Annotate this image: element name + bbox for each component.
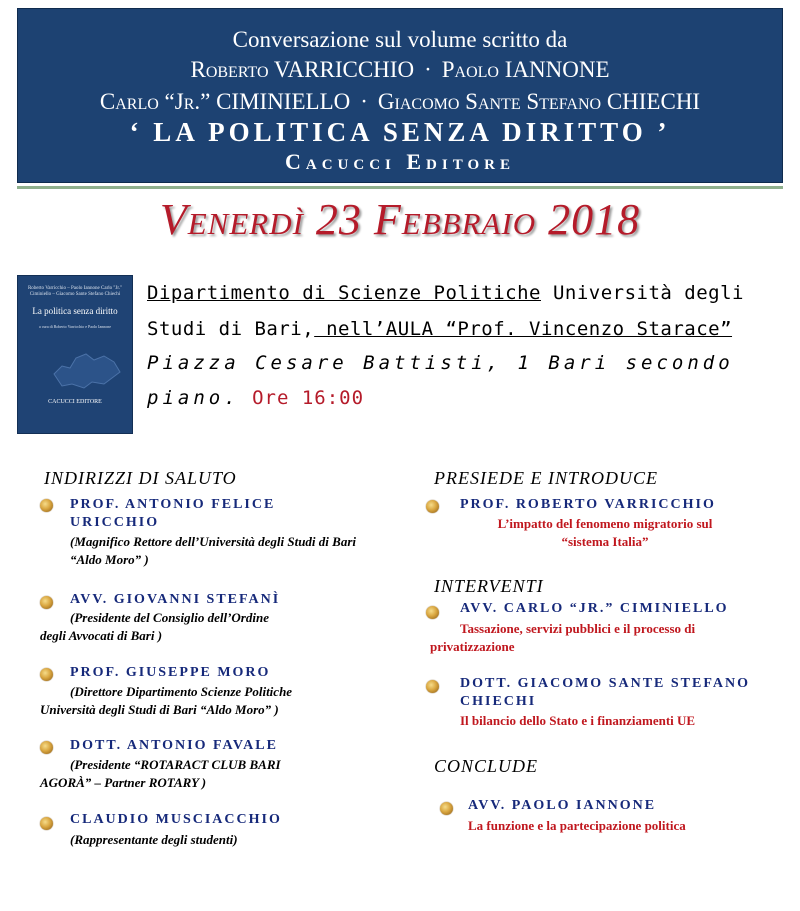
author-varricchio: Roberto VARRICCHIO bbox=[190, 57, 415, 82]
medallion-icon bbox=[426, 680, 439, 693]
speaker-role: degli Avvocati di Bari ) bbox=[40, 628, 163, 643]
speaker-name: CHIECHI bbox=[460, 694, 537, 709]
cover-subtitle: a cura di Roberto Varricchio e Paolo Iannone bbox=[38, 324, 111, 329]
medallion-icon bbox=[40, 668, 53, 681]
europe-map-icon bbox=[48, 344, 128, 394]
speaker-name: URICCHIO bbox=[70, 515, 160, 530]
medallion-icon bbox=[426, 500, 439, 513]
book-cover bbox=[17, 275, 133, 434]
speaker-name: CLAUDIO MUSCIACCHIO bbox=[70, 812, 282, 827]
cover-authors: Roberto Varricchio – Paolo Iannone Carlo "Jr." Ciminiello – Giacomo Sante Stefano Chiechi bbox=[27, 286, 123, 297]
separator-dot: · bbox=[360, 89, 368, 114]
header-authors-line1 bbox=[18, 57, 782, 83]
banner-underline bbox=[17, 186, 783, 189]
medallion-icon bbox=[440, 802, 453, 815]
header-authors-line2 bbox=[18, 89, 782, 115]
chair-heading: PRESIEDE E INTRODUCE bbox=[434, 468, 658, 488]
medallion-icon bbox=[40, 499, 53, 512]
cover-title: La politica senza diritto bbox=[32, 306, 118, 316]
speaker-name: AVV. GIOVANNI STEFANÌ bbox=[70, 592, 281, 607]
speaker-name: AVV. PAOLO IANNONE bbox=[468, 798, 657, 813]
venue-aula: nell’AULA “Prof. Vincenzo Starace” bbox=[314, 318, 733, 340]
talk-title: “sistema Italia” bbox=[561, 534, 649, 549]
event-time: Ore 16:00 bbox=[239, 387, 365, 409]
talk-title: privatizzazione bbox=[430, 639, 515, 654]
speaker-role: AGORÀ” – Partner ROTARY ) bbox=[40, 775, 207, 790]
author-iannone: Paolo IANNONE bbox=[441, 57, 610, 82]
header-intro: Conversazione sul volume scritto da bbox=[232, 27, 568, 52]
publisher: Cacucci Editore bbox=[285, 149, 515, 174]
closing-heading: CONCLUDE bbox=[434, 756, 539, 776]
greetings-heading: INDIRIZZI DI SALUTO bbox=[44, 468, 237, 488]
separator-dot: · bbox=[424, 57, 432, 82]
medallion-icon bbox=[40, 741, 53, 754]
book-title: ‘ LA POLITICA SENZA DIRITTO ’ bbox=[129, 117, 671, 147]
interventions-heading: INTERVENTI bbox=[434, 576, 544, 596]
venue-university-b: Studi di Bari, bbox=[147, 318, 315, 340]
venue-line1 bbox=[147, 282, 744, 304]
speaker-name: PROF. ANTONIO FELICE bbox=[70, 497, 276, 512]
speaker-name: PROF. ROBERTO VARRICCHIO bbox=[460, 497, 716, 512]
speaker-role: (Direttore Dipartimento Scienze Politiche bbox=[70, 684, 293, 699]
venue-line4 bbox=[147, 387, 364, 409]
event-date: Venerdì 23 Febbraio 2018 bbox=[159, 195, 641, 244]
venue-university-a: Università degli bbox=[541, 282, 744, 304]
author-chiechi: Giacomo Sante Stefano CHIECHI bbox=[377, 89, 701, 114]
talk-title: La funzione e la partecipazione politica bbox=[468, 818, 686, 833]
cover-publisher: CACUCCI EDITORE bbox=[48, 399, 102, 405]
speaker-role: (Magnifico Rettore dell’Università degli Studi di Bari “Aldo Moro” ) bbox=[70, 534, 356, 567]
author-ciminiello: Carlo “Jr.” CIMINIELLO bbox=[99, 89, 351, 114]
speaker-role: (Rappresentante degli studenti) bbox=[70, 832, 238, 847]
speaker-name: AVV. CARLO “JR.” CIMINIELLO bbox=[460, 601, 729, 616]
speaker-role: (Presidente del Consiglio dell’Ordine bbox=[70, 610, 269, 625]
speaker-name: DOTT. ANTONIO FAVALE bbox=[70, 738, 278, 753]
talk-title: L’impatto del fenomeno migratorio sul bbox=[497, 516, 713, 531]
header-banner bbox=[17, 8, 783, 183]
talk-title: Tassazione, servizi pubblici e il processo di bbox=[460, 621, 696, 636]
speaker-role: Università degli Studi di Bari “Aldo Moro” ) bbox=[40, 702, 279, 717]
speaker-name: DOTT. GIACOMO SANTE STEFANO bbox=[460, 676, 750, 691]
speaker-name: PROF. GIUSEPPE MORO bbox=[70, 665, 271, 680]
talk-title: Il bilancio dello Stato e i finanziamenti UE bbox=[460, 713, 696, 728]
venue-line2 bbox=[147, 318, 732, 340]
venue-floor: piano. bbox=[147, 387, 240, 409]
medallion-icon bbox=[40, 817, 53, 830]
medallion-icon bbox=[40, 596, 53, 609]
speaker-role: (Presidente “ROTARACT CLUB BARI bbox=[70, 757, 281, 772]
venue-department: Dipartimento di Scienze Politiche bbox=[147, 282, 541, 304]
medallion-icon bbox=[426, 606, 439, 619]
venue-address: Piazza Cesare Battisti, 1 Bari secondo bbox=[147, 352, 734, 374]
